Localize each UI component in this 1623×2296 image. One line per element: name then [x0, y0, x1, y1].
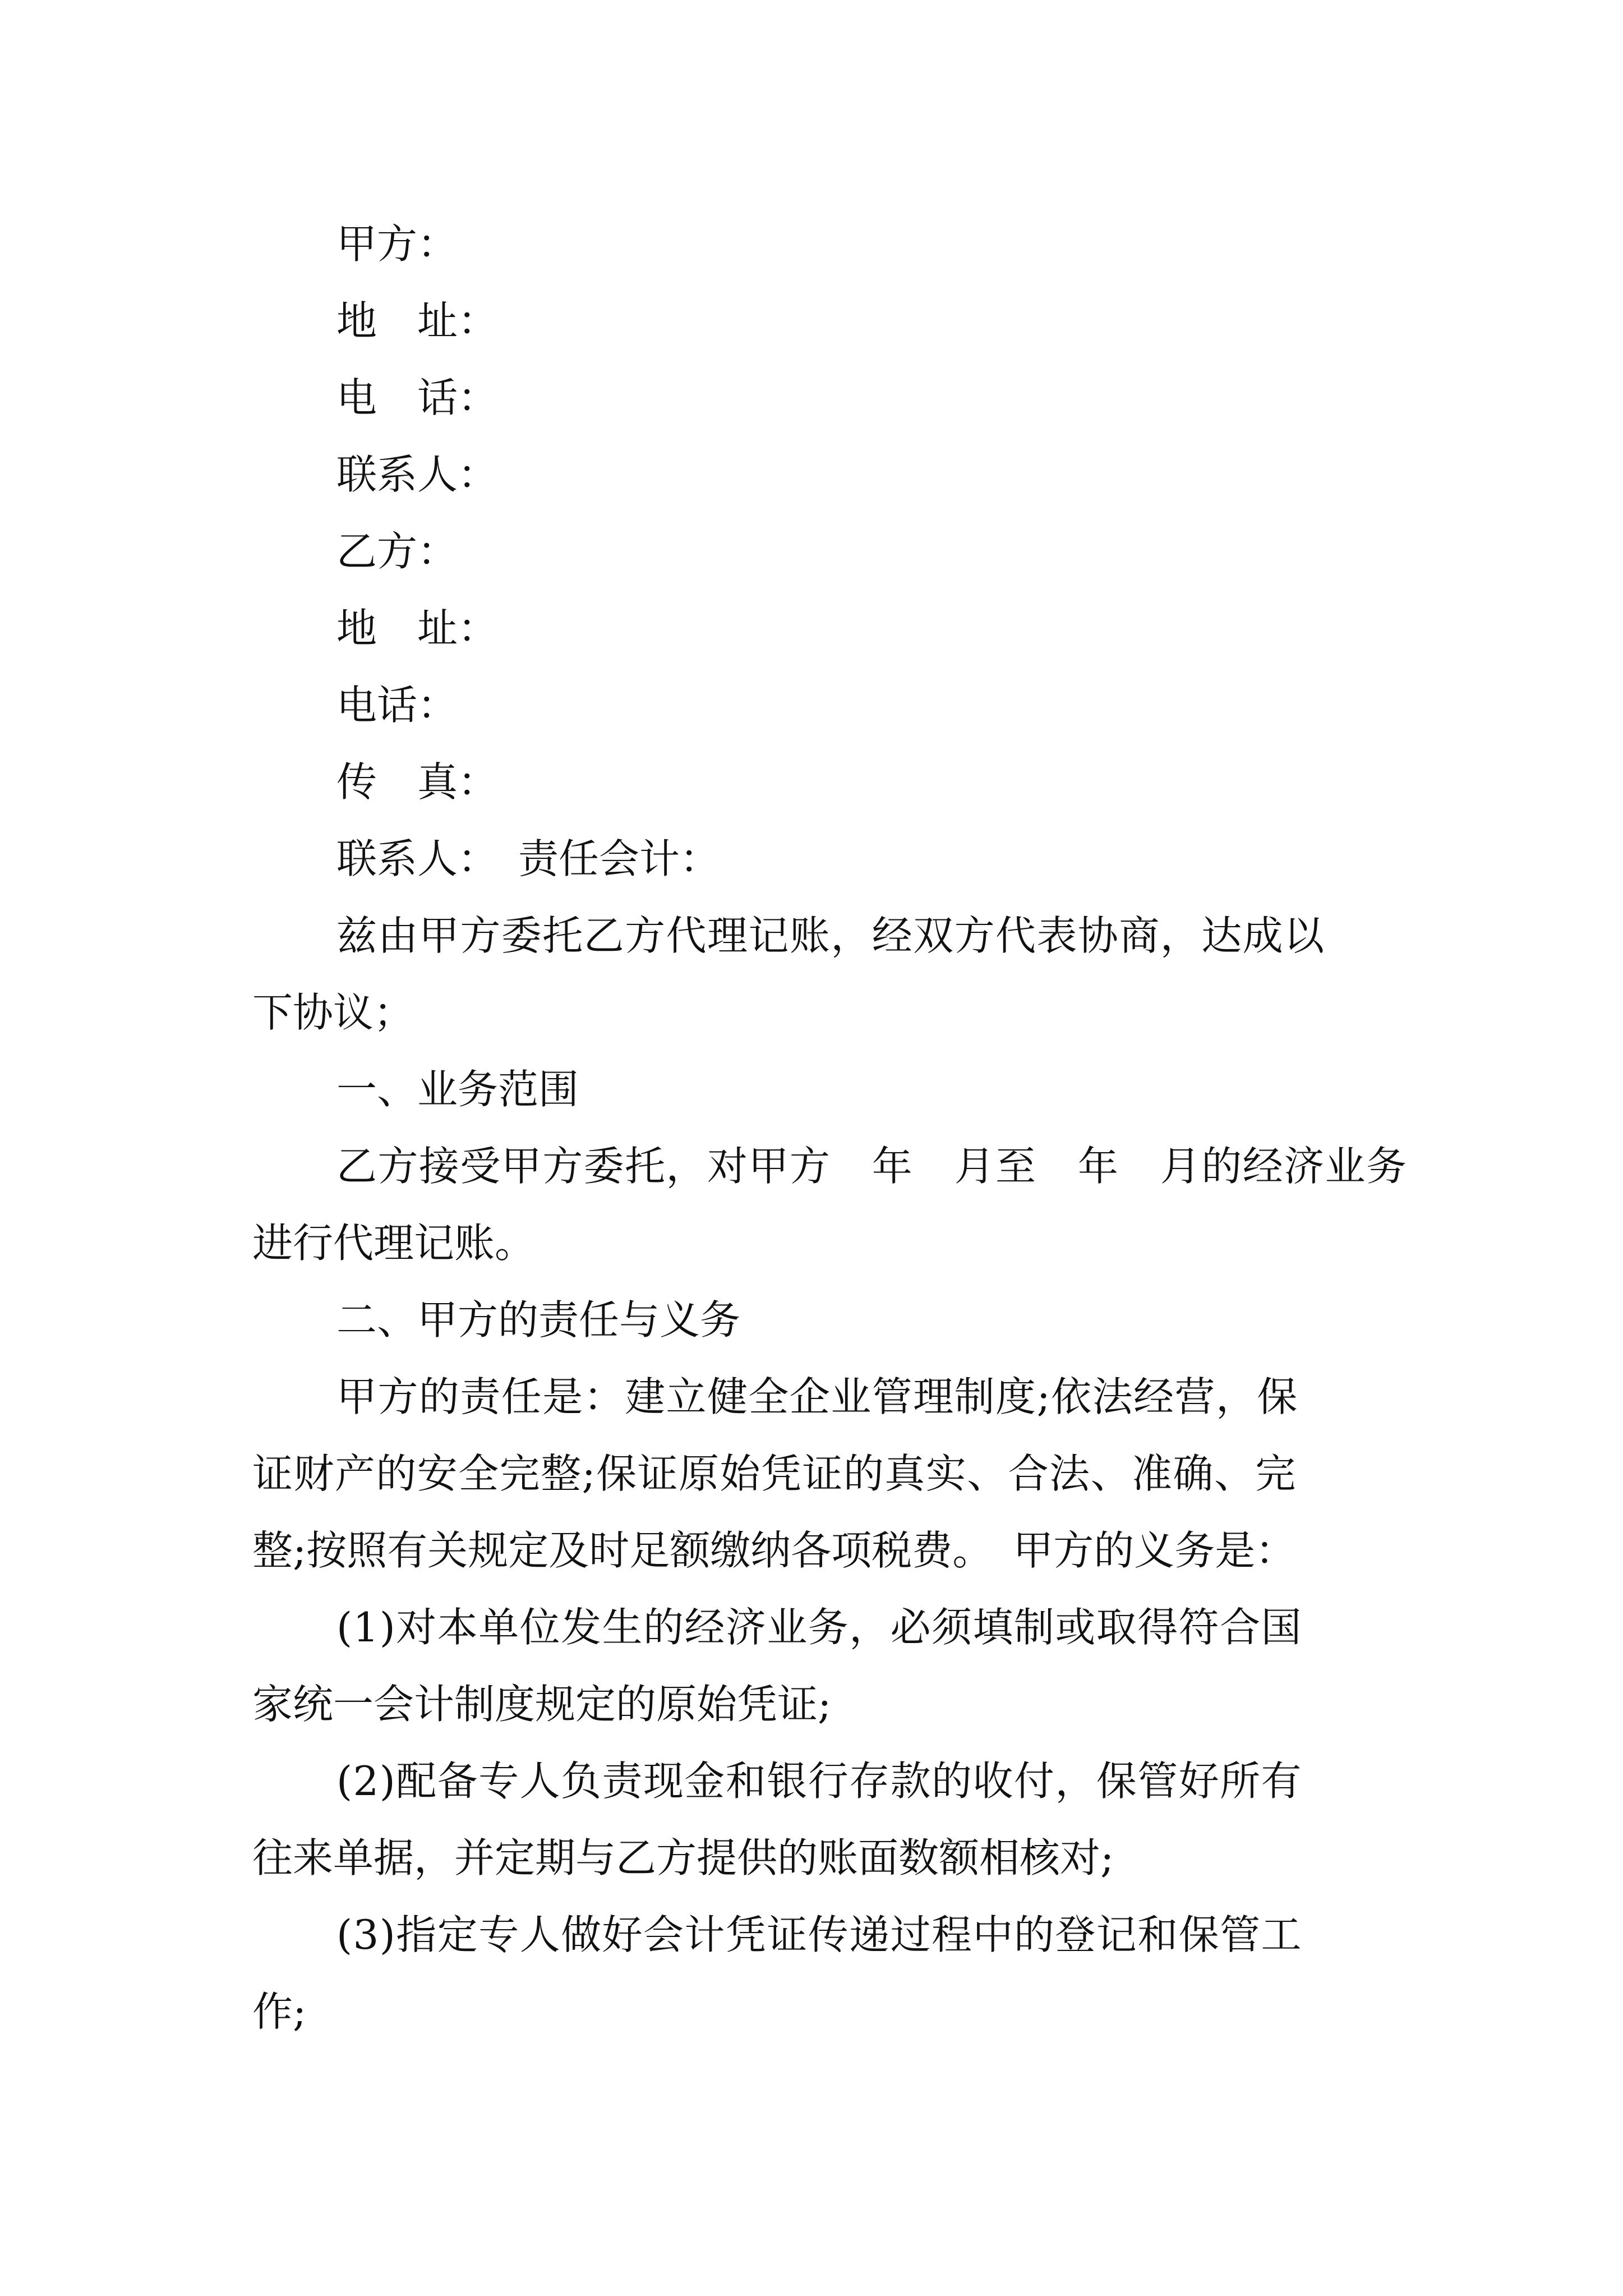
- intro-line-1: 兹由甲方委托乙方代理记账，经双方代表协商，达成以: [336, 912, 1325, 959]
- party-a-phone-label: 电 话：: [336, 374, 499, 421]
- intro-line-2: 下协议；: [252, 989, 414, 1036]
- duty-item-2-line-1: (2)配备专人负责现金和银行存款的收付，保管好所有: [336, 1757, 1302, 1805]
- section2-line-3: 整;按照有关规定及时足额缴纳各项税费。 甲方的义务是：: [252, 1527, 1296, 1574]
- section2-line-1: 甲方的责任是：建立健全企业管理制度;依法经营，保: [336, 1373, 1298, 1420]
- section2-heading: 二、甲方的责任与义务: [336, 1296, 741, 1343]
- section1-heading: 一、业务范围: [336, 1066, 579, 1113]
- section2-line-2: 证财产的安全完整;保证原始凭证的真实、合法、准确、完: [252, 1450, 1297, 1497]
- duty-item-2-line-2: 往来单据，并定期与乙方提供的账面数额相核对;: [252, 1834, 1114, 1881]
- party-a-contact-label: 联系人：: [336, 451, 499, 498]
- party-b-phone-label: 电话：: [336, 682, 458, 729]
- duty-item-3-line-1: (3)指定专人做好会计凭证传递过程中的登记和保管工: [336, 1911, 1302, 1958]
- party-a-label: 甲方：: [336, 220, 458, 268]
- duty-item-1-line-1: (1)对本单位发生的经济业务，必须填制或取得符合国: [336, 1604, 1302, 1651]
- party-b-address-label: 地 址：: [336, 605, 499, 652]
- party-b-label: 乙方：: [336, 528, 458, 575]
- party-b-fax-label: 传 真：: [336, 758, 499, 806]
- duty-item-3-line-2: 作;: [252, 1988, 307, 2035]
- section1-line-1: 乙方接受甲方委托，对甲方 年 月至 年 月的经济业务: [336, 1143, 1408, 1190]
- section1-line-2: 进行代理记账。: [252, 1220, 536, 1267]
- document-body: [252, 206, 1408, 2050]
- party-b-contact-accountant-label: 联系人： 责任会计：: [336, 835, 721, 882]
- party-a-address-label: 地 址：: [336, 297, 499, 344]
- duty-item-1-line-2: 家统一会计制度规定的原始凭证;: [252, 1681, 832, 1728]
